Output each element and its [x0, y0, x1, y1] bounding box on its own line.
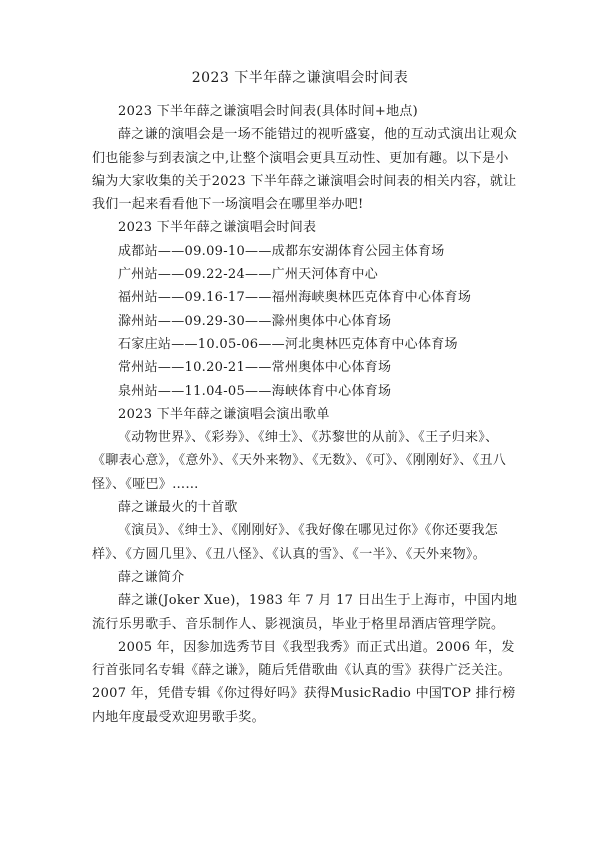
- schedule-heading: 2023 下半年薛之谦演唱会时间表: [118, 220, 317, 236]
- bio-heading: 薛之谦简介: [118, 569, 185, 585]
- subtitle: 2023 下半年薛之谦演唱会时间表(具体时间+地点): [118, 104, 419, 119]
- schedule-item-fuzhou: 福州站——09.16-17——福州海峡奥林匹克体育中心体育场: [118, 290, 472, 306]
- setlist-heading: 2023 下半年薛之谦演唱会演出歌单: [118, 406, 330, 422]
- schedule-item-changzhou: 常州站——10.20-21——常州奥体中心体育场: [118, 360, 392, 376]
- document-body: [92, 100, 518, 729]
- schedule-item-chuzhou: 滁州站——09.29-30——滁州奥体中心体育场: [118, 313, 392, 329]
- schedule-item-guangzhou: 广州站——09.22-24——广州天河体育中心: [118, 267, 379, 283]
- top-songs-paragraph: 《演员》、《绅士》、《刚刚好》、《我好像在哪见过你》《你还要我怎样》、《方圆几里》、《丑八怪》、《认真的雪》、《一半》、《天外来物》。: [92, 523, 499, 562]
- top-songs-heading: 薛之谦最火的十首歌: [118, 500, 238, 516]
- bio-paragraph-1: 薛之谦(Joker Xue)，1983 年 7 月 17 日出生于上海市，中国内地流行乐男歌手、音乐制作人、影视演员，毕业于格里昂酒店管理学院。: [92, 593, 518, 632]
- schedule-list: [92, 240, 518, 403]
- intro-paragraph: 薛之谦的演唱会是一场不能错过的视听盛宴，他的互动式演出让观众们也能参与到表演之中,让整个演唱会更具互动性、更加有趣。以下是小编为大家收集的关于2023 下半年薛之谦演唱会时间表的相关内容，就让我们一起来看看他下一场演唱会在哪里举办吧!: [92, 127, 518, 213]
- schedule-item-shijiazhuang: 石家庄站——10.05-06——河北奥林匹克体育中心体育场: [118, 336, 458, 352]
- setlist-paragraph: 《动物世界》、《彩券》、《绅士》、《苏黎世的从前》、《王子归来》、《聊表心意》，《意外》、《天外来物》、《无数》、《可》、《刚刚好》、《丑八怪》、《哑巴》……: [92, 430, 507, 492]
- bio-paragraph-2: 2005 年，因参加选秀节目《我型我秀》而正式出道。2006 年，发行首张同名专辑《薛之谦》，随后凭借歌曲《认真的雪》获得广泛关注。2007 年，凭借专辑《你过得好吗》获得MusicRadio 中国TOP 排行榜内地年度最受欢迎男歌手奖。: [92, 639, 516, 725]
- document-title: 2023 下半年薛之谦演唱会时间表: [191, 70, 409, 86]
- schedule-item-quanzhou: 泉州站——11.04-05——海峡体育中心体育场: [118, 383, 392, 399]
- schedule-item-chengdu: 成都站——09.09-10——成都东安湖体育公园主体育场: [118, 243, 445, 259]
